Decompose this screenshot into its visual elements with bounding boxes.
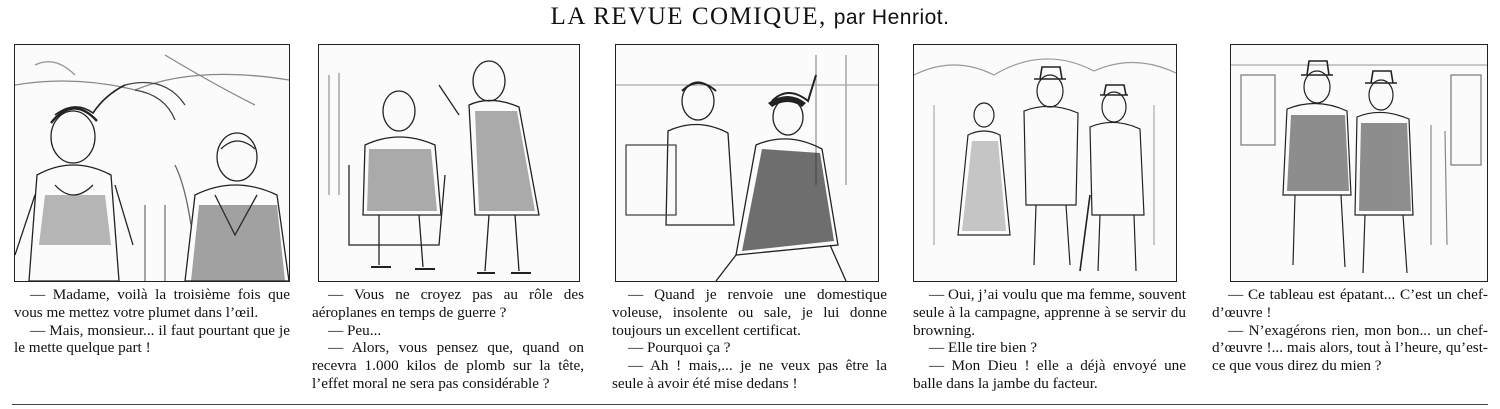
dialogue-line: — N’exagérons rien, mon bon... un chef-d’œuvre !... mais alors, tout à l’heure, qu’est-ce que vous direz du mien ? (1212, 321, 1488, 375)
dialogue-line: — Vous ne croyez pas au rôle des aéroplanes en temps de guerre ? (312, 286, 584, 321)
caption-strip-1 (14, 286, 290, 357)
caption-strip-2 (312, 286, 584, 393)
two-men-drawing (319, 45, 579, 281)
title-text: LA REVUE COMIQUE, (550, 3, 827, 30)
theatre-couple-drawing (15, 45, 289, 281)
dialogue-line: — Quand je renvoie une domestique voleuse, insolente ou sale, je lui donne toujours un excellent certificat. (612, 286, 887, 339)
illustration-men-in-park (913, 44, 1177, 282)
caption-strip-4 (913, 286, 1186, 393)
caption-strip-3 (612, 286, 887, 393)
byline-text: par Henriot. (833, 6, 950, 29)
page-title (0, 2, 1500, 33)
dialogue-line: — Alors, vous pensez que, quand on recevra 1.000 kilos de plomb sur la tête, l’effet moral ne sera pas considérable ? (312, 339, 584, 392)
dialogue-line: — Pourquoi ça ? (628, 339, 731, 357)
illustration-art-gallery (1230, 44, 1488, 282)
caption-strip-5 (1212, 286, 1488, 375)
dialogue-line: — Oui, j’ai voulu que ma femme, souvent seule à la campagne, apprenne à se servir du browning. (913, 286, 1186, 339)
dialogue-line: — Mais, monsieur... il faut pourtant que je le mette quelque part ! (14, 321, 290, 357)
bottom-divider (12, 404, 1488, 405)
art-gallery-drawing (1231, 45, 1487, 281)
illustration-two-women-seated (615, 44, 879, 282)
dialogue-line: — Mon Dieu ! elle a déjà envoyé une balle dans la jambe du facteur. (913, 357, 1186, 392)
dialogue-line: — Madame, voilà la troisième fois que vous me mettez votre plumet dans l’œil. (14, 286, 290, 321)
dialogue-line: — Ce tableau est épatant... C’est un chef-d’œuvre ! (1212, 286, 1488, 321)
illustration-two-men-talking (318, 44, 580, 282)
men-in-park-drawing (914, 45, 1176, 281)
illustration-theatre-couple (14, 44, 290, 282)
two-women-drawing (616, 45, 878, 281)
dialogue-line: — Peu... (328, 321, 382, 339)
dialogue-line: — Elle tire bien ? (929, 339, 1037, 357)
dialogue-line: — Ah ! mais,... je ne veux pas être la seule à avoir été mise dedans ! (612, 357, 887, 392)
